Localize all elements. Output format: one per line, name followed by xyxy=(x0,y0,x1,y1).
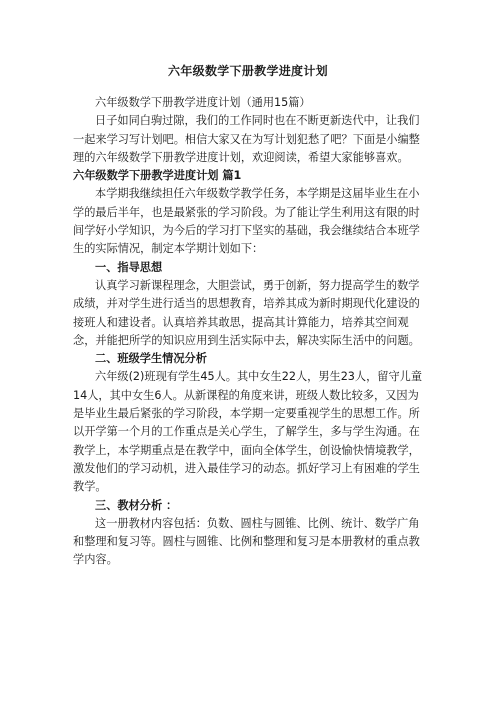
body-paragraph: 这一册教材内容包括：负数、圆柱与圆锥、比例、统计、数学广角和整理和复习等。圆柱与圆锥、比例和整理和复习是本册教材的重点教学内容。 xyxy=(73,516,420,567)
sub-heading-guiding-ideology: 一、指导思想 xyxy=(95,260,163,274)
body-paragraph: 本学期我继续担任六年级数学教学任务，本学期是这届毕业生在小学的最后半年，也是最紧张的学习阶段。为了能让学生利用这有限的时间学好小学知识，为今后的学习打下坚实的基础，我会继续结合本班学生的实际情况，制定本学期计划如下： xyxy=(73,187,420,256)
body-paragraph: 认真学习新课程理念，大胆尝试，勇于创新，努力提高学生的数学成绩，并对学生进行适当的思想教育，培养其成为新时期现代化建设的接班人和建设者。认真培养其敢思，提高其计算能力，培养其空间观念，并能把所学的知识应用到生活实际中去，解决实际生活中的问题。 xyxy=(73,278,420,347)
sub-heading-textbook-analysis: 三、教材分析 ： xyxy=(95,498,178,512)
document-title: 六年级数学下册教学进度计划 xyxy=(168,64,328,78)
subtitle-paragraph: 六年级数学下册教学进度计划（通用15篇） xyxy=(95,96,311,109)
document-body xyxy=(73,94,426,570)
section-heading: 六年级数学下册教学进度计划 篇1 xyxy=(73,169,242,183)
body-paragraph: 六年级(2)班现有学生45人。其中女生22人，男生23人，留守儿童14人，其中女生6人。从新课程的角度来讲，班级人数比较多，又因为是毕业生最后紧张的学习阶段，本学期一定要重视学生的思想工作。所以开学第一个月的工作重点是关心学生，了解学生，多与学生沟通。在教学上，本学期重点是在教学中，面向全体学生，创设愉快情境教学，激发他们的学习动机，进入最佳学习的动态。抓好学习上有困难的学生教学。 xyxy=(73,370,423,494)
sub-heading-student-analysis: 二、班级学生情况分析 xyxy=(95,352,207,366)
intro-paragraph: 日子如同白驹过隙，我们的工作同时也在不断更新迭代中，让我们一起来学习写计划吧。相信大家又在为写计划犯愁了吧？下面是小编整理的六年级数学下册教学进度计划，欢迎阅读，希望大家能够喜欢。 xyxy=(73,114,420,164)
